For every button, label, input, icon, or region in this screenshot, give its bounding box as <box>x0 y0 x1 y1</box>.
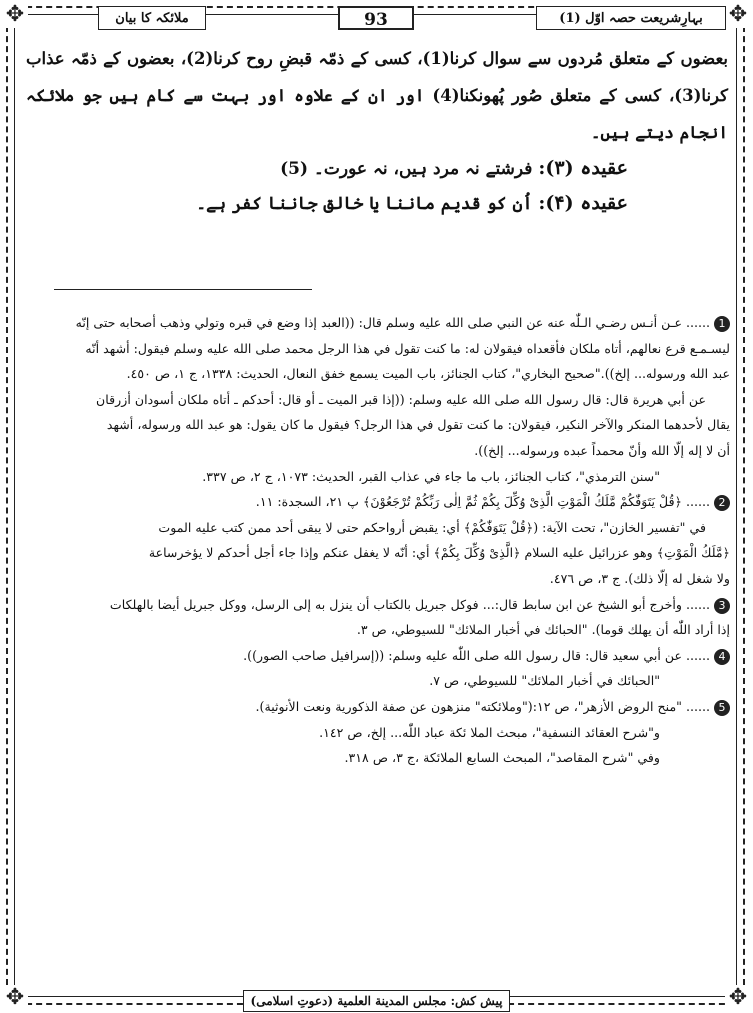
footnote-text: يقال لأحدهما المنكر والآخر النكير، فيقولان: ما كنت تقول في هذا الرجل؟ فيقول ما كان يقول: هو عبد الله ورسوله، أشهد <box>106 417 730 433</box>
footnote-line <box>22 540 730 566</box>
corner-ornament-icon: ✥ <box>725 985 751 1011</box>
footnote-line <box>22 566 730 592</box>
footnote-line <box>22 515 730 541</box>
footnote-number-badge: 2 <box>714 495 730 511</box>
corner-ornament-icon: ✥ <box>725 2 751 28</box>
footnote-text: ...... وأخرج أبو الشيخ عن ابن سابط قال:... فوكل جبريل بالكتاب أن ينزل به إلى الرسل، ووكل جبريل أيضا بالهلكات <box>109 596 710 612</box>
footnote-line <box>22 438 730 464</box>
footnote-line <box>22 387 730 413</box>
footnote-line <box>22 464 730 490</box>
footnote-line <box>22 412 730 438</box>
page-header <box>0 3 753 33</box>
footnote-line <box>22 336 730 362</box>
footnote-text: "سنن الترمذي"، كتاب الجنائز، باب ما جاء في عذاب القبر، الحديث: ١٠٧٣، ج ٢، ص ٣٣٧. <box>202 468 660 484</box>
footnote-line <box>22 592 730 618</box>
footnote-text: إذا أراد اللّٰه أن يهلك قوما). "الحبائك في أخبار الملائك" للسيوطي، ص ٣. <box>356 622 730 638</box>
footnote-separator <box>54 289 312 290</box>
footnote-line <box>22 720 730 746</box>
aqeeda-4 <box>26 186 728 221</box>
footnote-text: عبد الله ورسوله... إلخ))."صحيح البخاري"، كتاب الجنائز، باب الميت يسمع خفق النعال، الحديث: ١٣٣٨، ج ١، ص ٤٥٠. <box>126 366 730 382</box>
footnote-text: ﴿مَّلَكُ الْمَوْتِ﴾ وهو عزرائيل عليه السلام ﴿الَّذِىْ وُكِّلَ بِكُمْ﴾ أي: أنّه لا يغفل عنكم وإذا جاء أجل أحدكم لا يؤخرساعة <box>148 545 730 561</box>
aqeeda-4-label: عقیدہ (۴): <box>538 192 628 214</box>
footnote-text: وفي "شرح المقاصد"، المبحث السابع الملائكة ،ج ٣، ص ٣١٨. <box>344 750 660 766</box>
footnote-text: عن أبي هريرة قال: قال رسول الله صلى الله عليه وسلم: ((إذا قبر الميت ـ أو قال: أحدكم ـ أتاه ملكان أسودان أزرقان <box>96 391 706 407</box>
footnote-text: ...... عـن أنـس رضـي الـلّٰه عنه عن النبي صلى الله عليه وسلم قال: ((العبد إذا وضع في قبره وتولي وذهب أصحابه حتى إنّه <box>75 315 710 330</box>
chapter-title: ملائکہ کا بیان <box>98 6 206 30</box>
footnote-text: ...... عن أبي سعيد قال: قال رسول الله صلى اللّٰه عليه وسلم: ((إسرافيل صاحب الصور)). <box>243 647 710 663</box>
footnote-line <box>22 310 730 336</box>
footnote-text: في "تفسير الخازن"، تحت الآية: (﴿قُلْ يَتَوَفّٰكُمْ﴾ أي: يقبض أرواحكم حتى لا يبقى أحد ممن كتب عليه الموت <box>158 519 706 535</box>
footnote-line <box>22 489 730 515</box>
aqeeda-4-text: اُن کو قدیم ماننا یا خالق جاننا کفر ہے۔ <box>196 194 533 214</box>
footnote-number-badge: 4 <box>714 649 730 665</box>
footnote-text: "الحبائك في أخبار الملائك" للسيوطي، ص ٧. <box>429 673 660 689</box>
footnote-line <box>22 745 730 771</box>
page-footer: پیش کش: مجلس المدینة العلمیة (دعوتِ اسلامی) <box>243 990 510 1012</box>
footnote-line <box>22 643 730 669</box>
footnote-text: أن لا إله إلّا الله وأنّ محمداً عبده ورسوله... إلخ)). <box>474 442 730 458</box>
footnotes <box>22 310 730 771</box>
footnote-text: و"شرح العقائد النسفية"، مبحث الملا ئكة عباد اللّٰه... إلخ، ص ١٤٢. <box>319 724 660 740</box>
body-paragraph: بعضوں کے متعلق مُردوں سے سوال کرنا(1)، کسی کے ذمّہ قبضِ روح کرنا(2)، بعضوں کے ذمّہ عذاب کرنا(3)، کسی کے متعلق صُور پُھونکنا(4) اور ان کے علاوہ اور بہت سے کام ہیں جو ملائکہ انجام دیتے ہیں۔ <box>26 49 728 142</box>
footnote-text: ولا شغل له إلّا ذلك). ج ٣، ص ٤٧٦. <box>549 570 730 586</box>
aqeeda-3 <box>26 151 728 186</box>
footnote-number-badge: 3 <box>714 598 730 614</box>
page-number: 93 <box>338 6 414 30</box>
main-content <box>26 40 728 221</box>
footnote-line <box>22 617 730 643</box>
footnote-line <box>22 668 730 694</box>
footnote-text: ...... "منح الروض الأزهر"، ص ١٢:("وملائكته" منزهون عن صفة الذكورية ونعت الأنوثية). <box>255 698 710 714</box>
corner-ornament-icon: ✥ <box>2 2 28 28</box>
book-title: بہارِشریعت حصہ اوّل (1) <box>536 6 726 30</box>
footnote-line <box>22 361 730 387</box>
corner-ornament-icon: ✥ <box>2 985 28 1011</box>
footnote-line <box>22 694 730 720</box>
aqeeda-3-text: فرشتے نہ مرد ہیں، نہ عورت۔ (5) <box>280 159 533 179</box>
footnote-number-badge: 5 <box>714 700 730 716</box>
footnote-text: ليسـمـع قرع نعالهم، أتاه ملكان فأقعداه فيقولان له: ما كنت تقول في هذا الرجل محمد صلى الله عليه وسلم فيقول: أشهد أنّه <box>85 340 730 356</box>
footnote-text: ...... ﴿قُلْ يَتَوَفّٰكُمْ مَّلَكُ الْمَوْتِ الَّذِىْ وُكِّلَ بِكُمْ ثُمَّ اِلٰى رَبِّكُمْ تُرْجَعُوْنَ﴾ پ ٢١، السجدة: ١١. <box>255 494 710 510</box>
footnote-number-badge: 1 <box>714 316 730 332</box>
aqeeda-3-label: عقیدہ (۳): <box>538 157 628 179</box>
